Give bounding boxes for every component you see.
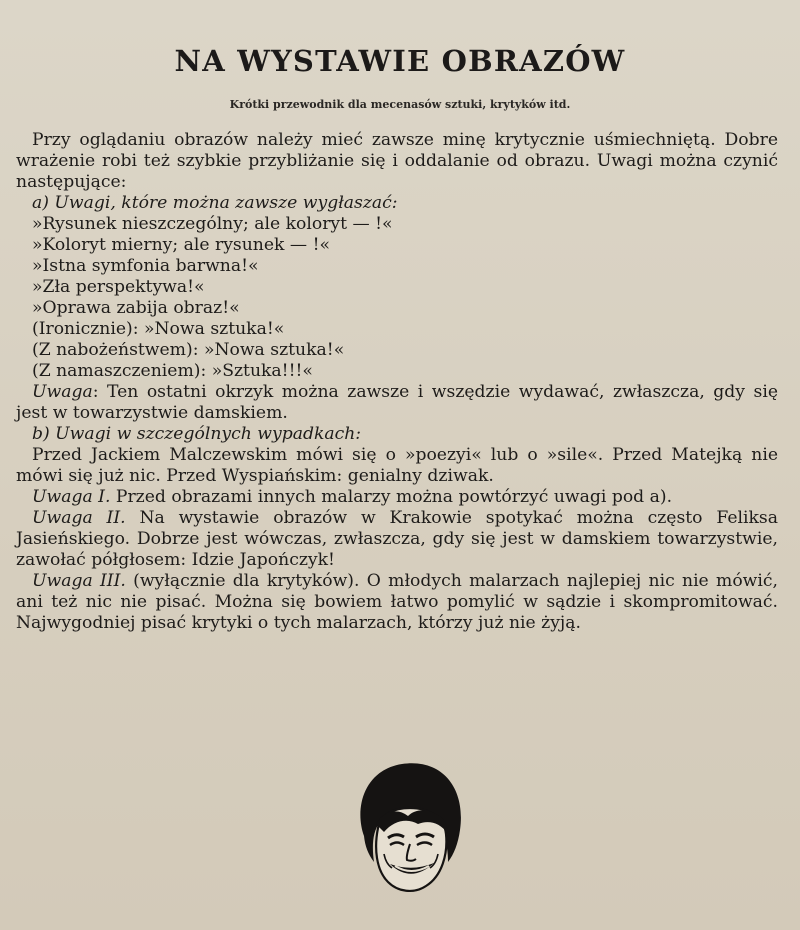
remark-item: »Rysunek nieszczególny; ale koloryt — !« [32,214,393,234]
note-label: Uwaga III. [32,571,126,591]
section-a-note [16,382,778,424]
remark-item: »Istna symfonia barwna!« [32,256,259,276]
article-body [16,130,778,634]
remark-item: »Oprawa zabija obraz!« [32,298,240,318]
page-subtitle: Krótki przewodnik dla mecenasów sztuki, krytyków itd. [229,98,571,111]
section-b-note-1 [16,487,778,508]
page-title: NA WYSTAWIE OBRAZÓW [174,44,626,78]
remark-item: (Z namaszczeniem): »Sztuka!!!« [32,361,313,381]
note-label: Uwaga [32,382,93,402]
note-label: Uwaga I. [32,487,111,507]
remark-item: »Koloryt mierny; ale rysunek — !« [32,235,330,255]
note-text: Na wystawie obrazów w Krakowie spotykać można często Feliksa Jasieńskiego. Dobrze jest wówczas, zwłaszcza, gdy się jest w damskiem towarzystwie, zawołać półgłosem: Idzie Japończyk! [16,508,778,570]
remark-item: »Zła perspektywa!« [32,277,205,297]
note-label: Uwaga II. [32,508,126,528]
section-b-heading: b) Uwagi w szczególnych wypadkach: [32,424,362,444]
remark-item: (Ironicznie): »Nowa sztuka!« [32,319,285,339]
caricature-portrait-icon [350,758,468,896]
note-text: (wyłącznie dla krytyków). O młodych malarzach najlepiej nic nie mówić, ani też nic nie pisać. Można się bowiem łatwo pomylić w sądzie i skompromitować. Najwygodniej pisać krytyki o tych malarzach, którzy już nie żyją. [16,571,778,633]
intro-paragraph: Przy oglądaniu obrazów należy mieć zawsze minę krytycznie uśmiechniętą. Dobre wrażenie robi też szybkie przybliżanie się i oddalanie od obrazu. Uwagi można czynić następujące: [16,130,778,192]
note-text: : Ten ostatni okrzyk można zawsze i wszędzie wydawać, zwłaszcza, gdy się jest w towarzystwie damskiem. [16,382,778,423]
note-text: Przed obrazami innych malarzy można powtórzyć uwagi pod a). [110,487,673,507]
remark-item: (Z nabożeństwem): »Nowa sztuka!« [32,340,345,360]
section-a-heading: a) Uwagi, które można zawsze wygłaszać: [32,193,398,213]
section-b-note-2 [16,508,778,571]
section-b-note-3 [16,571,778,634]
section-b-paragraph: Przed Jackiem Malczewskim mówi się o »poezyi« lub o »sile«. Przed Matejką nie mówi się już nic. Przed Wyspiańskim: genialny dziwak. [16,445,778,486]
